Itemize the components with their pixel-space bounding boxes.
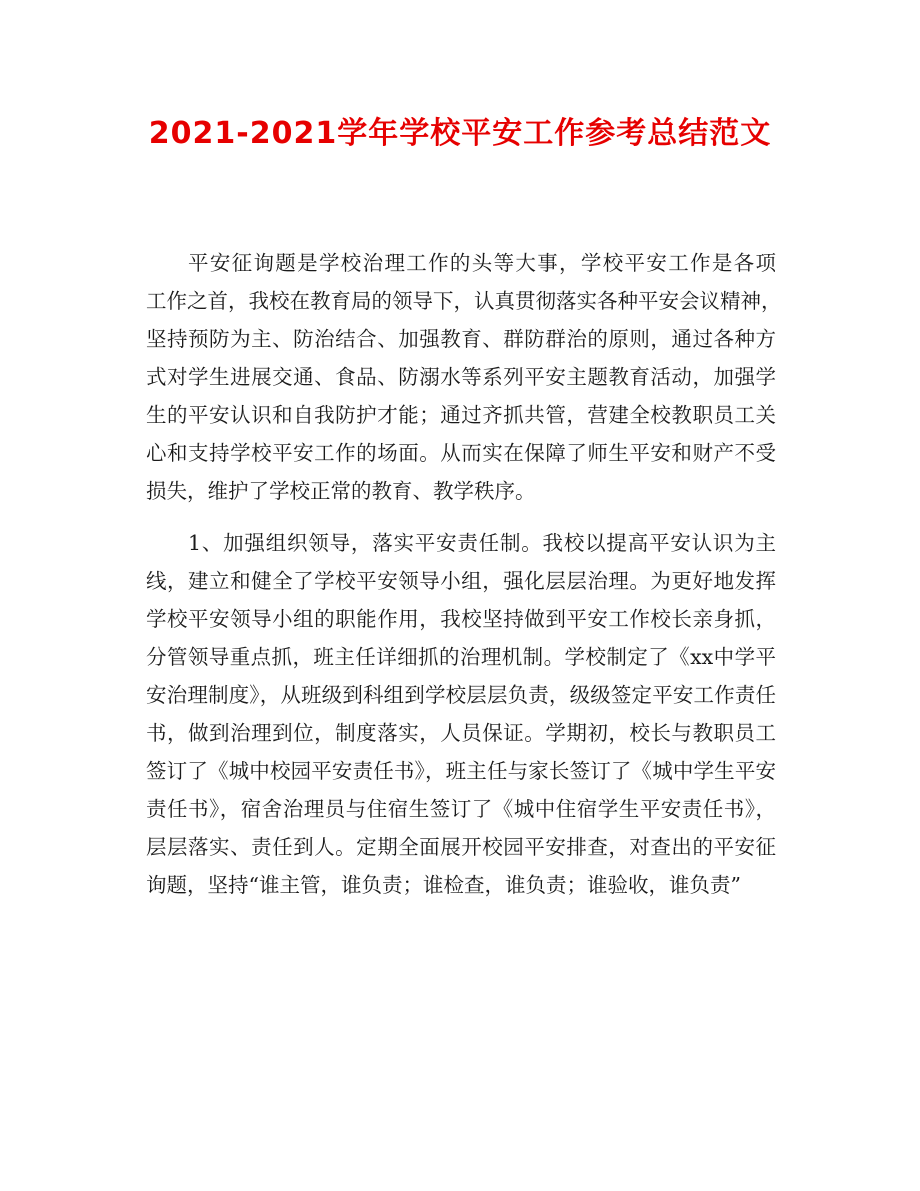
- paragraph-line: 学校平安领导小组的职能作用，我校坚持做到平安工作校长亲身抓，: [146, 607, 776, 631]
- paragraph-line: 工作之首，我校在教育局的领导下，认真贯彻落实各种平安会议精神，: [146, 289, 782, 313]
- paragraph-gap: [146, 510, 776, 524]
- paragraph-line: 层层落实、责任到人。定期全面展开校园平安排查，对查出的平安征: [146, 835, 776, 859]
- paragraph-line: 式对学生进展交通、食品、防溺水等系列平安主题教育活动，加强学: [146, 365, 776, 389]
- paragraph-line: 责任书》，宿舍治理员与住宿生签订了《城中住宿学生平安责任书》，: [146, 797, 776, 821]
- paragraph-line: 书，做到治理到位，制度落实，人员保证。学期初，校长与教职员工: [146, 721, 776, 745]
- paragraph-line: 损失，维护了学校正常的教育、教学秩序。: [146, 479, 536, 503]
- paragraph-line: 1、加强组织领导，落实平安责任制。我校以提高平安认识为主: [188, 531, 776, 555]
- paragraph-line: 安治理制度》，从班级到科组到学校层层负责，级级签定平安工作责任: [146, 683, 776, 707]
- paragraph-1: [146, 244, 782, 510]
- paragraph-line: 平安征询题是学校治理工作的头等大事，学校平安工作是各项: [188, 251, 776, 275]
- paragraph-2: [146, 524, 776, 904]
- paragraph-line: 心和支持学校平安工作的场面。从而实在保障了师生平安和财产不受: [146, 441, 776, 465]
- paragraph-line: 分管领导重点抓，班主任详细抓的治理机制。学校制定了《xx中学平: [146, 645, 776, 669]
- paragraph-line: 生的平安认识和自我防护才能；通过齐抓共管，营建全校教职员工关: [146, 403, 776, 427]
- paragraph-line: 线，建立和健全了学校平安领导小组，强化层层治理。为更好地发挥: [146, 569, 776, 593]
- document-title: 2021-2021学年学校平安工作参考总结范文: [148, 116, 772, 151]
- paragraph-line: 询题，坚持“谁主管，谁负责；谁检查，谁负责；谁验收，谁负责”: [146, 873, 741, 897]
- paragraph-line: 坚持预防为主、防治结合、加强教育、群防群治的原则，通过各种方: [146, 327, 776, 351]
- document-body: [146, 244, 782, 904]
- paragraph-line: 签订了《城中校园平安责任书》，班主任与家长签订了《城中学生平安: [146, 759, 776, 783]
